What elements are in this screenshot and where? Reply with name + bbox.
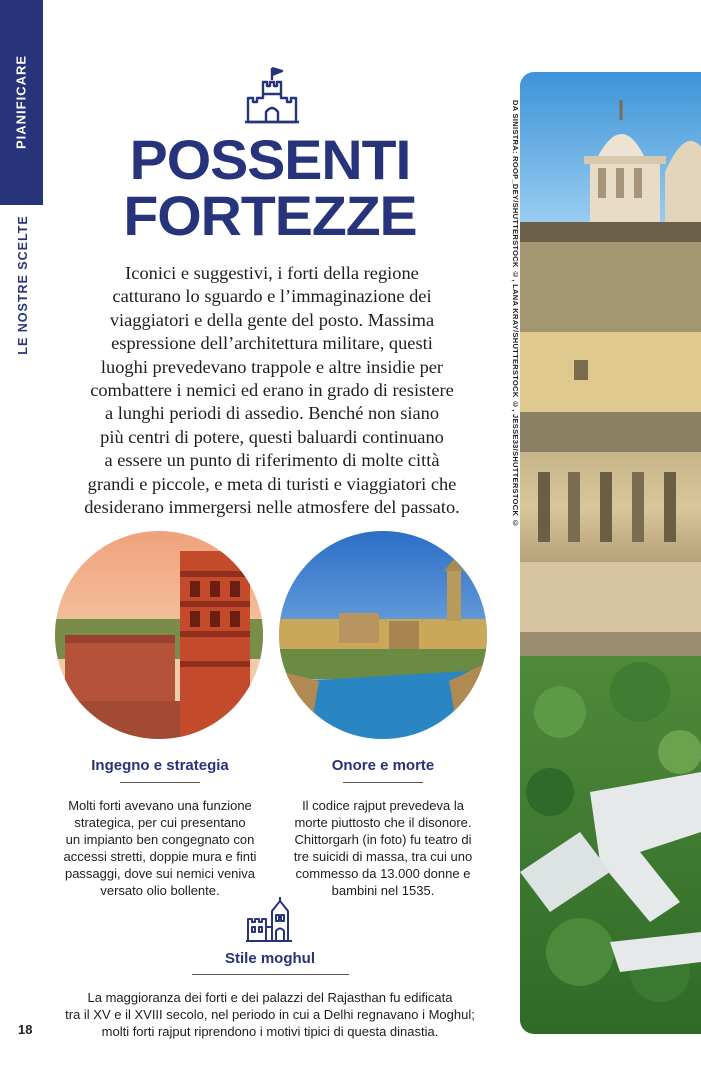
page-title	[66, 128, 474, 247]
caption-text-moghul	[50, 989, 490, 1040]
caption-line: tra il XV e il XVIII secolo, nel periodo in cui a Delhi regnavano i Moghul;	[65, 1007, 475, 1022]
page-number: 18	[18, 1022, 33, 1037]
caption-line: strategica, per cui presentano	[74, 815, 246, 830]
caption-line: commesso da 13.000 donne e	[295, 866, 471, 881]
caption-divider	[343, 782, 423, 783]
section-label: PIANIFICARE	[13, 54, 29, 150]
intro-line: combattere i nemici ed erano in grado di resistere	[90, 380, 454, 401]
caption-title-honor: Onore e morte	[331, 757, 435, 774]
intro-line: a lunghi periodi di assedio. Benché non siano	[104, 403, 440, 424]
fort-sunset-photo	[55, 531, 263, 739]
caption-text-honor	[268, 797, 498, 899]
title-line-1: POSSENTI	[129, 128, 411, 191]
chittorgarh-illustration	[279, 531, 487, 739]
fort-garden-photo	[520, 72, 701, 1034]
photo-credit: DA SINISTRA: ROOP_DEY/SHUTTERSTOCK ©, LANA KRAY/SHUTTERSTOCK ©, JESSE33/SHUTTERSTOCK ©	[511, 100, 520, 528]
fort-icon	[244, 66, 300, 124]
intro-line: più centri di potere, questi baluardi continuano	[100, 426, 444, 447]
fort-garden-illustration	[520, 72, 701, 1034]
intro-line: viaggiatori e della gente del posto. Massima	[109, 309, 435, 330]
caption-line: un impianto ben congegnato con	[65, 832, 255, 847]
intro-line: catturano lo sguardo e l’immaginazione dei	[112, 286, 432, 307]
intro-line: a essere un punto di riferimento di molte città	[104, 450, 440, 471]
caption-divider	[192, 974, 349, 975]
intro-line: grandi e piccole, e meta di turisti e viaggiatori che	[87, 473, 457, 494]
caption-line: versato olio bollente.	[100, 883, 220, 898]
caption-line: Molti forti avevano una funzione	[68, 798, 252, 813]
intro-line: luoghi prevedevano trappole e altre insidie per	[100, 356, 444, 377]
caption-line: morte piuttosto che il disonore.	[294, 815, 472, 830]
palace-icon	[246, 897, 294, 943]
subsection-label: LE NOSTRE SCELTE	[16, 215, 30, 355]
intro-line: Iconici e suggestivi, i forti della regione	[125, 263, 419, 283]
caption-line: tre suicidi di massa, tra cui uno	[293, 849, 473, 864]
chittorgarh-photo	[279, 531, 487, 739]
intro-paragraph	[52, 262, 492, 519]
caption-title-moghul: Stile moghul	[225, 950, 315, 967]
caption-line: passaggi, dove sui nemici veniva	[64, 866, 256, 881]
intro-line: espressione dell’architettura militare, questi	[111, 333, 433, 354]
caption-line: Il codice rajput prevedeva la	[302, 798, 464, 813]
caption-line: molti forti rajput riprendono i motivi tipici di questa dinastia.	[101, 1024, 439, 1039]
caption-line: accessi stretti, doppie mura e finti	[63, 849, 257, 864]
title-line-2: FORTEZZE	[123, 184, 417, 247]
caption-line: bambini nel 1535.	[331, 883, 435, 898]
red-fort-illustration	[55, 531, 263, 739]
caption-line: Chittorgarh (in foto) fu teatro di	[294, 832, 472, 847]
caption-title-strategy: Ingegno e strategia	[91, 757, 229, 774]
caption-divider	[120, 782, 200, 783]
caption-text-strategy	[40, 797, 280, 899]
section-tab	[0, 0, 43, 205]
caption-line: La maggioranza dei forti e dei palazzi del Rajasthan fu edificata	[87, 990, 453, 1005]
intro-line: desiderano immergersi nelle atmosfere del passato.	[84, 497, 460, 518]
